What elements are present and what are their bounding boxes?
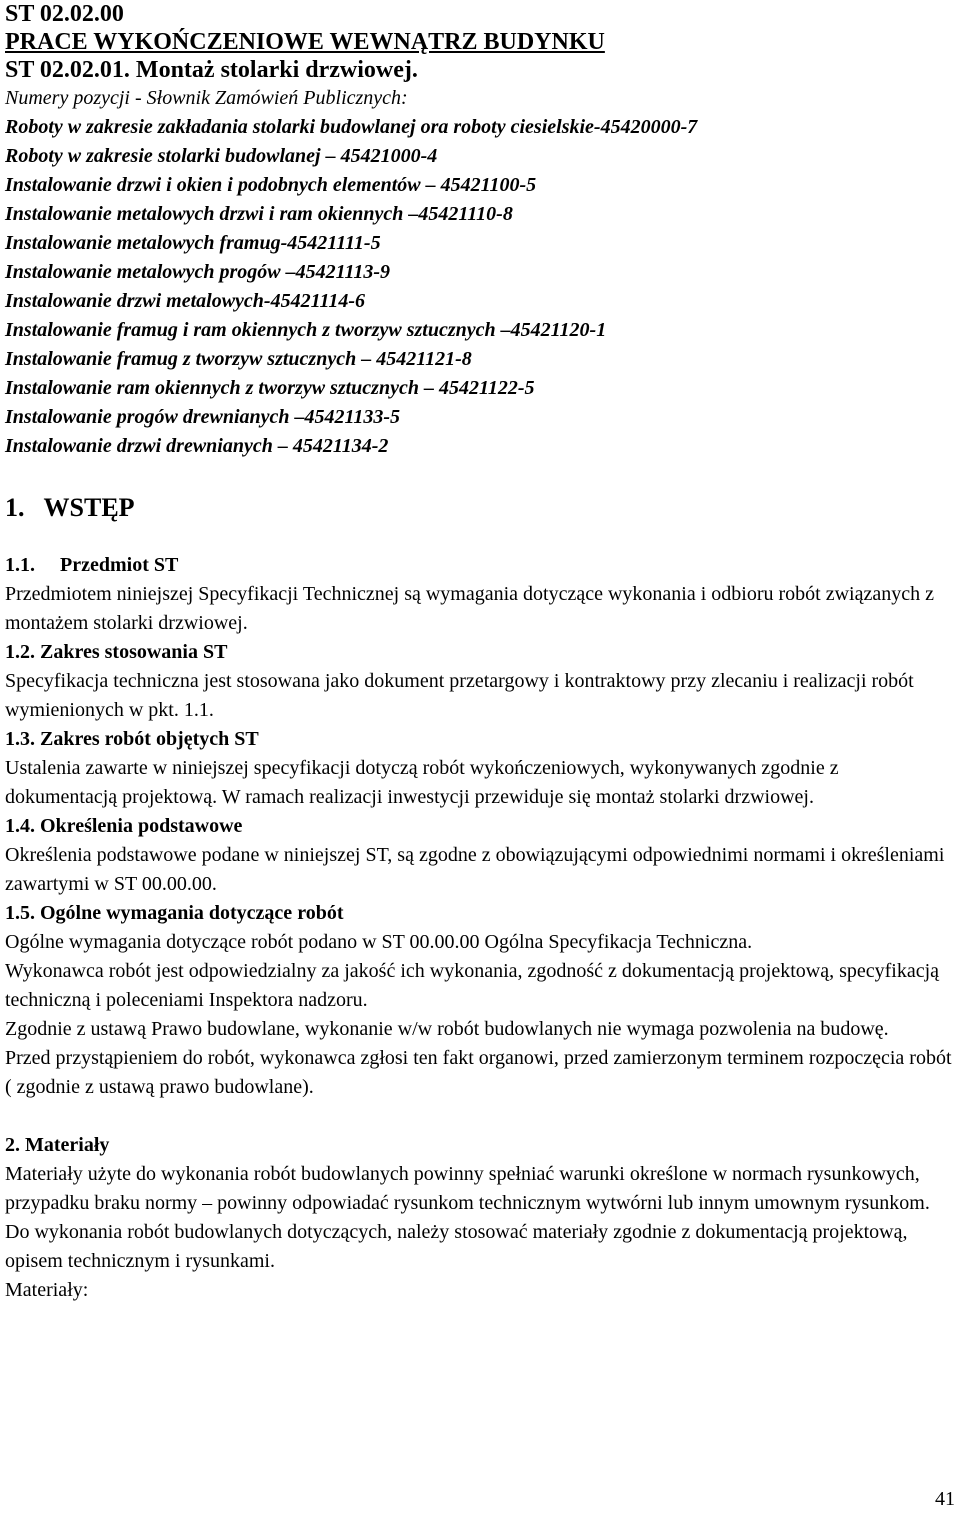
section-1-5-para-1: Ogólne wymagania dotyczące robót podano w ST 00.00.00 Ogólna Specyfikacja Techniczna. bbox=[5, 931, 753, 953]
cpv-item: Instalowanie progów drewnianych –45421133-5 bbox=[5, 406, 401, 428]
document-page bbox=[5, 0, 955, 1305]
cpv-item: Instalowanie drzwi drewnianych – 45421134-2 bbox=[5, 435, 389, 457]
cpv-intro: Numery pozycji - Słownik Zamówień Publicznych: bbox=[5, 87, 408, 109]
section-1-1-text: Przedmiotem niniejszej Specyfikacji Technicznej są wymagania dotyczące wykonania i odbioru robót związanych z montażem stolarki drzwiowej. bbox=[5, 583, 934, 634]
section-2-text: Materiały użyte do wykonania robót budowlanych powinny spełniać warunki określone w normach rysunkowych, przypadku braku normy – powinny odpowiadać rysunkom technicznym wytwórni lub innym umownym rysunkom. Do wykonania robót budowlanych dotyczących, należy stosować materiały zgodnie z dokumentacją projektową, opisem technicznym i rysunkami. bbox=[5, 1163, 930, 1272]
cpv-item: Roboty w zakresie zakładania stolarki budowlanej ora roboty ciesielskie-45420000-7 bbox=[5, 116, 698, 138]
section-1-5-heading: 1.5. Ogólne wymagania dotyczące robót bbox=[5, 902, 344, 924]
section-1-2-heading: 1.2. Zakres stosowania ST bbox=[5, 641, 228, 663]
cpv-item: Instalowanie drzwi i okien i podobnych elementów – 45421100-5 bbox=[5, 174, 537, 196]
section-1-4-text: Określenia podstawowe podane w niniejszej ST, są zgodne z obowiązującymi odpowiednimi normami i określeniami zawartymi w ST 00.00.00. bbox=[5, 844, 945, 895]
section-1-1-heading bbox=[5, 551, 955, 580]
section-1-2-text: Specyfikacja techniczna jest stosowana jako dokument przetargowy i kontraktowy przy zlecaniu i realizacji robót wymienionych w pkt. 1.1. bbox=[5, 670, 914, 721]
cpv-list bbox=[5, 113, 955, 461]
section-1-1-number: 1.1. bbox=[5, 554, 35, 576]
cpv-item: Instalowanie metalowych progów –45421113-9 bbox=[5, 261, 391, 283]
section-1-heading: 1. WSTĘP bbox=[5, 493, 135, 522]
cpv-item: Roboty w zakresie stolarki budowlanej – 45421000-4 bbox=[5, 145, 438, 167]
cpv-item: Instalowanie framug z tworzyw sztucznych – 45421121-8 bbox=[5, 348, 472, 370]
cpv-item: Instalowanie framug i ram okiennych z tworzyw sztucznych –45421120-1 bbox=[5, 319, 607, 341]
section-1-5-para-4: Przed przystąpieniem do robót, wykonawca zgłosi ten fakt organowi, przed zamierzonym terminem rozpoczęcia robót ( zgodnie z ustawą prawo budowlane). bbox=[5, 1047, 952, 1098]
cpv-item: Instalowanie ram okiennych z tworzyw sztucznych – 45421122-5 bbox=[5, 377, 535, 399]
materials-label: Materiały: bbox=[5, 1279, 89, 1301]
spec-code: ST 02.02.00 bbox=[5, 1, 124, 27]
section-1-5-para-3: Zgodnie z ustawą Prawo budowlane, wykonanie w/w robót budowlanych nie wymaga pozwolenia na budowę. bbox=[5, 1018, 889, 1040]
cpv-item: Instalowanie metalowych drzwi i ram okiennych –45421110-8 bbox=[5, 203, 513, 225]
section-1-1-title: Przedmiot ST bbox=[60, 554, 179, 576]
section-1-3-text: Ustalenia zawarte w niniejszej specyfikacji dotyczą robót wykończeniowych, wykonywanych zgodnie z dokumentacją projektową. W ramach realizacji inwestycji przewiduje się montaż stolarki drzwiowej. bbox=[5, 757, 839, 808]
cpv-item: Instalowanie drzwi metalowych-45421114-6 bbox=[5, 290, 366, 312]
spec-title: PRACE WYKOŃCZENIOWE WEWNĄTRZ BUDYNKU bbox=[5, 29, 605, 55]
section-1-3-heading: 1.3. Zakres robót objętych ST bbox=[5, 728, 259, 750]
section-2-heading: 2. Materiały bbox=[5, 1134, 110, 1156]
section-1-4-heading: 1.4. Określenia podstawowe bbox=[5, 815, 243, 837]
page-number: 41 bbox=[935, 1488, 955, 1510]
section-1-5-para-2: Wykonawca robót jest odpowiedzialny za jakość ich wykonania, zgodność z dokumentacją projektową, specyfikacją techniczną i poleceniami Inspektora nadzoru. bbox=[5, 960, 940, 1011]
cpv-item: Instalowanie metalowych framug-45421111-5 bbox=[5, 232, 381, 254]
spec-subtitle: ST 02.02.01. Montaż stolarki drzwiowej. bbox=[5, 57, 418, 83]
